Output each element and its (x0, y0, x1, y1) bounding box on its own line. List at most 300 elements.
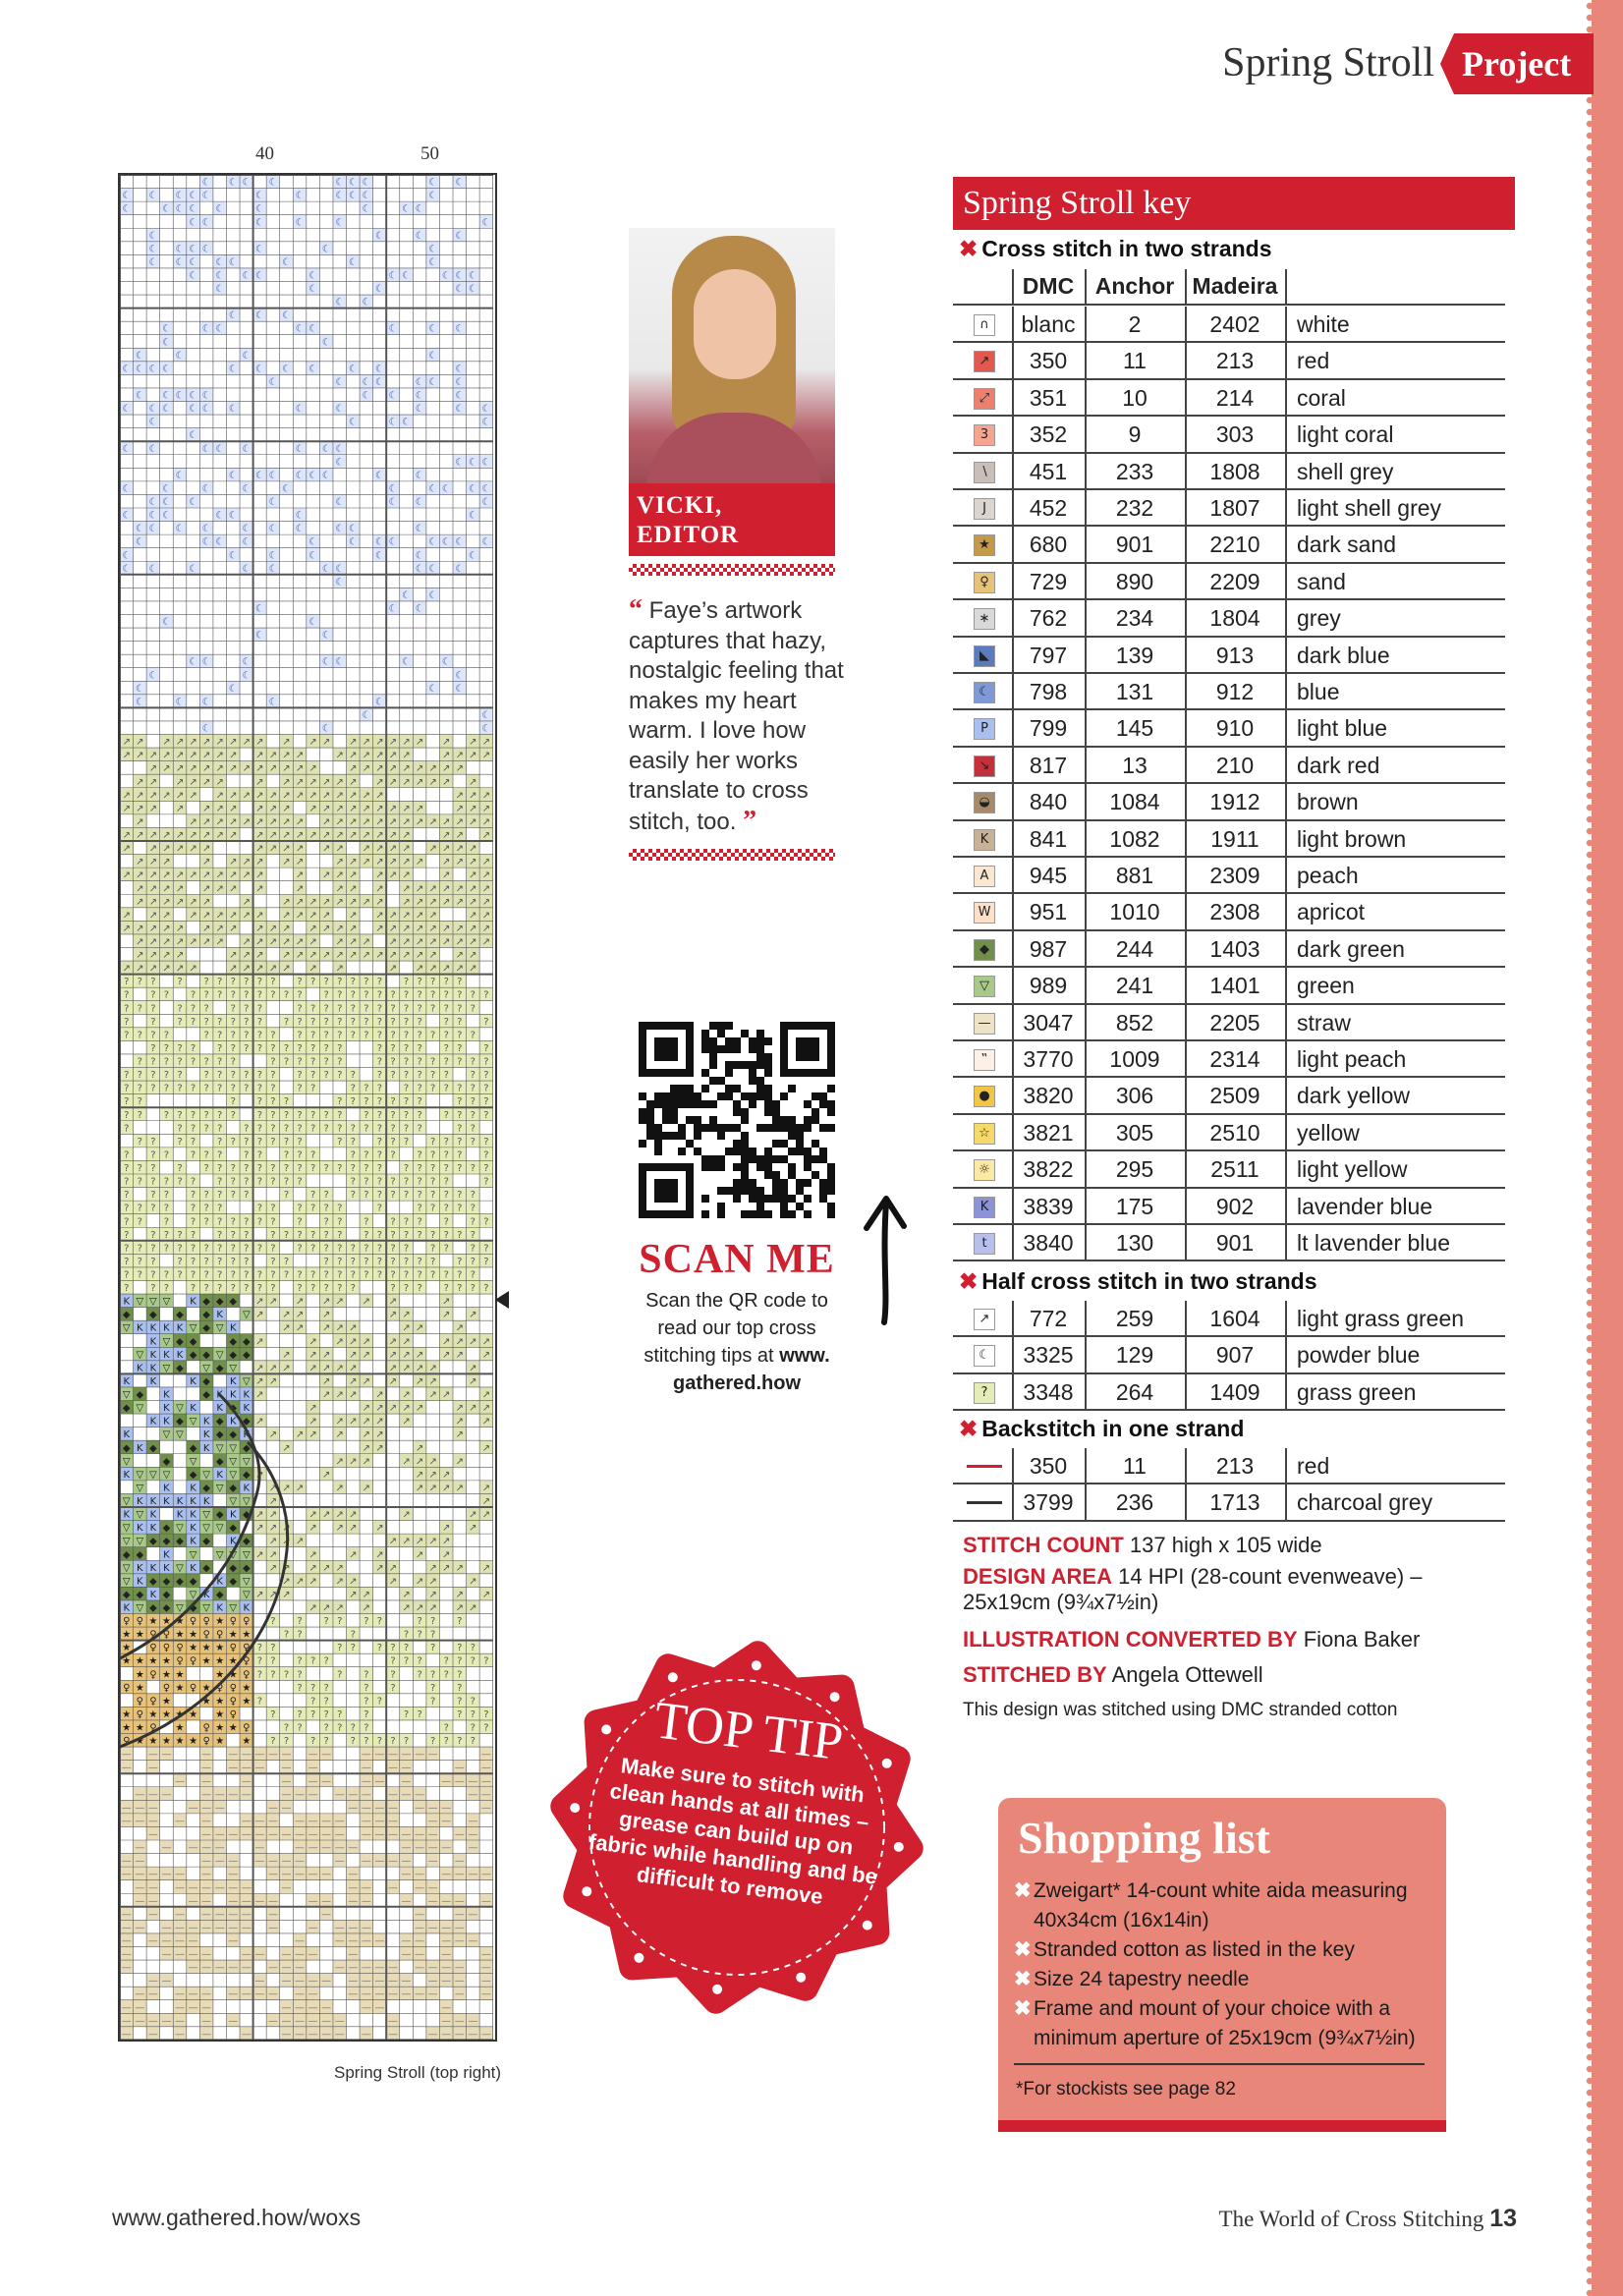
svg-text:↗: ↗ (388, 1310, 398, 1321)
svg-text:—: — (267, 1869, 278, 1880)
svg-text:↗: ↗ (189, 816, 197, 828)
svg-text:☾: ☾ (335, 191, 345, 202)
svg-text:?: ? (470, 1708, 476, 1720)
key-cell-name: straw (1297, 1009, 1351, 1036)
key-cell-dmc: 350 (1029, 1453, 1068, 1479)
svg-text:?: ? (470, 1643, 476, 1654)
svg-text:↗: ↗ (335, 1483, 344, 1494)
key-row (953, 858, 1505, 894)
svg-text:?: ? (403, 1056, 410, 1068)
svg-text:↗: ↗ (428, 963, 437, 975)
svg-text:↗: ↗ (268, 843, 278, 855)
svg-text:☾: ☾ (428, 177, 438, 189)
key-cell-anchor: 236 (1115, 1489, 1154, 1516)
svg-text:—: — (254, 1816, 265, 1827)
svg-text:—: — (441, 1842, 452, 1854)
svg-text:?: ? (403, 1016, 410, 1028)
svg-text:↗: ↗ (455, 923, 464, 934)
svg-text:?: ? (283, 1722, 290, 1734)
svg-text:?: ? (417, 1269, 422, 1281)
svg-text:◆: ◆ (176, 1310, 184, 1321)
svg-text:—: — (147, 1895, 158, 1907)
svg-text:◆: ◆ (215, 1589, 224, 1600)
svg-text:☾: ☾ (135, 536, 144, 548)
svg-text:♀: ♀ (202, 1736, 210, 1748)
svg-text:↗: ↗ (268, 1496, 278, 1508)
svg-text:?: ? (203, 1070, 209, 1082)
thread-symbol-icon: ◆ (974, 939, 995, 961)
svg-text:?: ? (283, 1136, 290, 1148)
svg-text:?: ? (283, 1229, 290, 1241)
svg-text:?: ? (457, 1030, 463, 1041)
svg-text:▽: ▽ (162, 1296, 171, 1308)
svg-text:◆: ◆ (149, 1576, 157, 1588)
svg-text:?: ? (376, 1696, 383, 1708)
svg-text:☾: ☾ (388, 390, 398, 402)
svg-text:☾: ☾ (374, 470, 384, 481)
svg-text:?: ? (137, 977, 142, 988)
svg-text:↗: ↗ (295, 816, 305, 828)
svg-text:—: — (334, 2029, 345, 2040)
svg-text:—: — (348, 1922, 359, 1933)
svg-text:K: K (163, 1403, 170, 1415)
svg-text:K: K (123, 1602, 131, 1614)
svg-text:—: — (468, 1909, 478, 1921)
svg-text:—: — (480, 1988, 491, 2000)
svg-text:◆: ◆ (189, 1469, 197, 1481)
svg-text:↗: ↗ (362, 737, 371, 749)
svg-text:—: — (241, 1895, 252, 1907)
svg-text:☾: ☾ (175, 191, 185, 202)
svg-text:↗: ↗ (442, 1536, 451, 1547)
svg-text:?: ? (457, 1256, 463, 1267)
svg-text:↗: ↗ (201, 830, 211, 842)
key-row (953, 894, 1505, 930)
svg-text:—: — (321, 1976, 332, 1988)
scan-url[interactable]: www. (779, 1345, 830, 1367)
svg-text:—: — (468, 1789, 478, 1801)
svg-text:▽: ▽ (136, 1349, 144, 1361)
svg-text:☾: ☾ (455, 177, 465, 189)
svg-text:↗: ↗ (442, 1483, 451, 1494)
key-cell-name: brown (1297, 789, 1359, 815)
svg-text:☾: ☾ (455, 404, 465, 416)
svg-text:☾: ☾ (254, 270, 264, 282)
svg-text:K: K (123, 1375, 131, 1387)
svg-text:?: ? (150, 1256, 156, 1267)
svg-text:—: — (135, 1802, 145, 1814)
svg-text:↗: ↗ (362, 790, 371, 802)
svg-text:☾: ☾ (388, 417, 398, 428)
svg-text:↗: ↗ (388, 950, 398, 962)
svg-text:☾: ☾ (254, 310, 264, 322)
svg-text:↗: ↗ (335, 923, 344, 934)
svg-text:—: — (361, 1763, 371, 1774)
svg-text:?: ? (403, 1042, 410, 1054)
svg-text:K: K (229, 1509, 237, 1521)
svg-text:↗: ↗ (428, 1389, 437, 1401)
key-cell-madeira: 2314 (1209, 1046, 1260, 1072)
svg-text:?: ? (430, 1736, 436, 1748)
svg-text:K: K (137, 1562, 143, 1574)
svg-text:↗: ↗ (295, 883, 305, 895)
svg-text:—: — (135, 2002, 145, 2014)
svg-text:↗: ↗ (375, 1429, 384, 1441)
svg-text:◆: ◆ (242, 1416, 251, 1428)
svg-text:↗: ↗ (428, 1363, 437, 1374)
svg-text:↗: ↗ (268, 1363, 278, 1374)
svg-text:↗: ↗ (335, 1602, 344, 1614)
svg-text:▽: ▽ (149, 1296, 157, 1308)
svg-text:◆: ◆ (229, 1296, 238, 1308)
svg-text:★: ★ (201, 1655, 211, 1667)
svg-text:☾: ☾ (295, 510, 305, 522)
svg-text:☾: ☾ (362, 390, 371, 402)
svg-text:↗: ↗ (175, 883, 185, 895)
key-row (953, 748, 1505, 784)
svg-text:?: ? (270, 1655, 276, 1667)
svg-text:—: — (281, 1962, 292, 1974)
svg-text:K: K (137, 1576, 143, 1588)
svg-text:☾: ☾ (161, 337, 171, 349)
svg-text:—: — (415, 1842, 425, 1854)
svg-text:↗: ↗ (442, 857, 451, 868)
svg-text:—: — (308, 1829, 318, 1841)
svg-text:—: — (228, 1749, 239, 1761)
svg-text:↗: ↗ (189, 830, 197, 842)
svg-text:☾: ☾ (335, 376, 345, 388)
svg-text:?: ? (323, 1722, 329, 1734)
svg-text:↗: ↗ (335, 816, 344, 828)
svg-text:↗: ↗ (428, 910, 437, 922)
svg-text:↗: ↗ (282, 763, 291, 775)
svg-text:K: K (190, 1375, 196, 1387)
svg-text:↗: ↗ (268, 1549, 278, 1561)
svg-text:☾: ☾ (135, 697, 144, 708)
svg-text:?: ? (457, 1669, 463, 1681)
svg-text:☾: ☾ (148, 510, 158, 522)
svg-text:↗: ↗ (255, 950, 264, 962)
svg-text:↗: ↗ (415, 1403, 424, 1415)
key-cell-name: sand (1297, 568, 1346, 594)
svg-text:?: ? (430, 977, 436, 988)
svg-text:☾: ☾ (428, 350, 438, 362)
svg-text:—: — (321, 1909, 332, 1921)
svg-text:↗: ↗ (469, 776, 477, 788)
svg-text:☾: ☾ (374, 376, 384, 388)
editor-label (629, 483, 835, 556)
svg-text:↗: ↗ (229, 750, 238, 761)
svg-text:K: K (137, 1322, 143, 1334)
svg-text:?: ? (163, 1070, 170, 1082)
key-cell-anchor: 130 (1115, 1230, 1154, 1256)
svg-text:?: ? (457, 1696, 463, 1708)
footer-url[interactable]: www.gathered.how/woxs (112, 2205, 362, 2230)
svg-text:☾: ☾ (455, 683, 465, 695)
svg-text:?: ? (309, 1203, 316, 1214)
svg-text:↗: ↗ (442, 1389, 451, 1401)
svg-text:K: K (229, 1389, 237, 1401)
svg-text:?: ? (403, 1123, 410, 1135)
svg-text:?: ? (124, 1070, 130, 1082)
svg-text:☾: ☾ (148, 244, 158, 255)
svg-text:—: — (401, 1895, 412, 1907)
svg-text:—: — (415, 1789, 425, 1801)
svg-text:?: ? (190, 1269, 196, 1281)
svg-text:☾: ☾ (441, 270, 451, 282)
svg-text:?: ? (417, 1203, 422, 1214)
svg-text:?: ? (470, 1655, 476, 1667)
svg-text:—: — (374, 1856, 385, 1868)
svg-text:?: ? (270, 1096, 276, 1108)
thread-symbol-icon: ● (974, 1086, 995, 1107)
svg-text:—: — (427, 1988, 438, 2000)
svg-text:?: ? (203, 1149, 209, 1161)
svg-text:—: — (401, 1789, 412, 1801)
thread-symbol-icon: ⤢ (974, 388, 995, 410)
svg-text:—: — (374, 1935, 385, 1947)
svg-text:↗: ↗ (162, 950, 171, 962)
svg-text:?: ? (483, 1216, 489, 1228)
svg-text:—: — (441, 1949, 452, 1961)
svg-text:—: — (161, 1789, 172, 1801)
svg-text:?: ? (364, 1016, 369, 1028)
svg-text:↗: ↗ (415, 963, 424, 975)
svg-text:?: ? (403, 1096, 410, 1108)
svg-text:—: — (214, 1882, 225, 1894)
key-cell-madeira: 2308 (1209, 899, 1260, 925)
svg-text:—: — (201, 1909, 212, 1921)
svg-text:?: ? (443, 1190, 449, 1202)
svg-text:◆: ◆ (202, 1562, 210, 1574)
svg-text:↗: ↗ (215, 936, 224, 948)
svg-text:—: — (441, 1816, 452, 1827)
svg-text:↗: ↗ (375, 843, 384, 855)
svg-text:?: ? (470, 1269, 476, 1281)
key-row (953, 1301, 1505, 1337)
svg-text:☾: ☾ (201, 390, 211, 402)
svg-text:—: — (415, 1909, 425, 1921)
svg-text:—: — (241, 1749, 252, 1761)
key-cell-anchor: 9 (1128, 421, 1142, 448)
svg-text:—: — (427, 1802, 438, 1814)
svg-text:☾: ☾ (321, 443, 331, 455)
svg-text:?: ? (256, 1176, 263, 1188)
svg-text:?: ? (177, 1042, 183, 1054)
svg-text:↗: ↗ (295, 1536, 305, 1547)
svg-text:—: — (480, 1775, 491, 1787)
divider (629, 849, 835, 861)
qr-code[interactable] (639, 1022, 835, 1218)
svg-text:↗: ↗ (349, 1322, 358, 1334)
svg-text:?: ? (283, 1163, 290, 1175)
svg-text:↗: ↗ (308, 776, 317, 788)
svg-text:—: — (121, 1962, 132, 1974)
svg-text:↗: ↗ (481, 1389, 491, 1401)
svg-text:▽: ▽ (136, 1509, 144, 1521)
svg-text:☾: ☾ (148, 256, 158, 268)
svg-text:—: — (281, 1775, 292, 1787)
svg-text:?: ? (283, 1109, 290, 1121)
svg-text:↗: ↗ (321, 1322, 331, 1334)
key-cell-anchor: 11 (1123, 1453, 1147, 1479)
svg-text:?: ? (177, 1083, 183, 1094)
svg-text:?: ? (283, 1096, 290, 1108)
svg-text:?: ? (163, 1203, 170, 1214)
key-cell-anchor: 2 (1128, 311, 1142, 337)
svg-text:?: ? (177, 1123, 183, 1135)
svg-text:?: ? (443, 1016, 449, 1028)
svg-text:↗: ↗ (136, 936, 144, 948)
svg-text:—: — (121, 1922, 132, 1933)
svg-text:◆: ◆ (149, 1536, 157, 1547)
svg-text:?: ? (430, 1256, 436, 1267)
svg-text:☾: ☾ (122, 563, 132, 575)
svg-text:☾: ☾ (468, 483, 477, 495)
svg-text:↗: ↗ (442, 776, 451, 788)
design-area-size: 25x19cm (9¾x7½in) (963, 1590, 1159, 1614)
svg-text:—: — (334, 1816, 345, 1827)
svg-text:—: — (135, 1922, 145, 1933)
key-cell-madeira: 2510 (1209, 1119, 1260, 1146)
svg-text:☾: ☾ (441, 483, 451, 495)
svg-text:☾: ☾ (468, 457, 477, 469)
svg-text:★: ★ (135, 1722, 144, 1734)
svg-text:?: ? (390, 989, 396, 1001)
svg-text:↗: ↗ (481, 857, 491, 868)
svg-text:▽: ▽ (176, 1602, 184, 1614)
svg-text:?: ? (337, 1056, 343, 1068)
svg-text:↗: ↗ (375, 923, 384, 934)
svg-text:?: ? (270, 1109, 276, 1121)
svg-text:↗: ↗ (442, 737, 451, 749)
section-title: Spring Stroll (1222, 40, 1434, 85)
svg-text:↗: ↗ (189, 737, 197, 749)
svg-text:?: ? (390, 1669, 396, 1681)
svg-text:↗: ↗ (469, 1310, 477, 1321)
svg-text:↗: ↗ (481, 1483, 491, 1494)
svg-text:↗: ↗ (375, 869, 384, 881)
svg-text:↗: ↗ (335, 936, 344, 948)
svg-text:—: — (188, 1922, 198, 1933)
svg-text:☾: ☾ (175, 244, 185, 255)
thread-note: This design was stitched using DMC stranded cotton (963, 1700, 1398, 1720)
svg-text:?: ? (390, 1096, 396, 1108)
svg-text:?: ? (217, 1042, 223, 1054)
svg-text:?: ? (297, 1083, 303, 1094)
svg-text:?: ? (483, 1163, 489, 1175)
svg-text:↗: ↗ (229, 910, 238, 922)
svg-text:↗: ↗ (375, 1562, 384, 1574)
svg-text:?: ? (177, 1070, 183, 1082)
svg-text:☾: ☾ (215, 536, 225, 548)
svg-text:K: K (163, 1562, 170, 1574)
svg-text:↗: ↗ (455, 803, 464, 814)
svg-text:☾: ☾ (481, 709, 491, 721)
svg-text:—: — (427, 1882, 438, 1894)
svg-text:?: ? (244, 1216, 250, 1228)
svg-text:↗: ↗ (162, 830, 171, 842)
svg-text:—: — (387, 2015, 398, 2027)
svg-text:☾: ☾ (455, 563, 465, 575)
key-cell-dmc: 729 (1029, 568, 1068, 594)
svg-text:?: ? (443, 1030, 449, 1041)
svg-text:—: — (295, 2015, 306, 2027)
svg-text:☾: ☾ (175, 524, 185, 535)
svg-text:↗: ↗ (442, 883, 451, 895)
svg-text:☾: ☾ (254, 203, 264, 215)
svg-text:↗: ↗ (162, 923, 171, 934)
svg-text:↗: ↗ (255, 1389, 264, 1401)
svg-text:?: ? (337, 1229, 343, 1241)
svg-text:↗: ↗ (442, 1562, 451, 1574)
svg-text:▽: ▽ (229, 1363, 238, 1374)
svg-text:?: ? (297, 1283, 303, 1295)
svg-text:—: — (267, 1829, 278, 1841)
svg-text:?: ? (270, 1083, 276, 1094)
svg-text:♀: ♀ (243, 1655, 251, 1667)
svg-text:↗: ↗ (481, 737, 491, 749)
svg-text:↗: ↗ (415, 1602, 424, 1614)
svg-text:?: ? (323, 1616, 329, 1628)
svg-text:☾: ☾ (135, 350, 144, 362)
svg-text:☾: ☾ (348, 417, 358, 428)
svg-text:?: ? (230, 1003, 236, 1015)
svg-text:☾: ☾ (215, 284, 225, 296)
svg-text:?: ? (376, 1056, 383, 1068)
svg-text:?: ? (256, 1070, 263, 1082)
svg-text:?: ? (390, 1070, 396, 1082)
list-item: ✖ Stranded cotton as listed in the key (1014, 1938, 1355, 1961)
svg-text:?: ? (390, 1030, 396, 1041)
svg-text:↗: ↗ (428, 1375, 437, 1387)
svg-text:▽: ▽ (215, 1442, 224, 1454)
svg-text:↗: ↗ (442, 896, 451, 908)
thread-symbol-icon: ☾ (974, 1345, 995, 1367)
svg-text:☾: ☾ (415, 390, 424, 402)
key-cell-dmc: 350 (1029, 348, 1068, 374)
svg-text:↗: ↗ (415, 923, 424, 934)
svg-text:—: — (348, 1869, 359, 1880)
svg-text:↗: ↗ (175, 869, 185, 881)
svg-text:—: — (161, 1935, 172, 1947)
svg-text:☾: ☾ (189, 497, 198, 509)
svg-text:?: ? (244, 1190, 250, 1202)
svg-text:?: ? (390, 1016, 396, 1028)
svg-text:↗: ↗ (308, 1602, 317, 1614)
svg-text:☾: ☾ (268, 697, 278, 708)
scan-url[interactable]: gathered.how (672, 1372, 801, 1394)
svg-text:?: ? (417, 1016, 422, 1028)
svg-text:K: K (137, 1363, 143, 1374)
svg-text:◆: ◆ (229, 1483, 238, 1494)
svg-text:↗: ↗ (455, 857, 464, 868)
svg-text:?: ? (443, 1269, 449, 1281)
svg-text:↗: ↗ (148, 869, 158, 881)
svg-text:?: ? (217, 1109, 223, 1121)
svg-text:☾: ☾ (335, 217, 345, 229)
svg-text:↗: ↗ (148, 750, 158, 761)
svg-text:★: ★ (161, 1669, 171, 1681)
svg-text:—: — (374, 1775, 385, 1787)
svg-text:?: ? (137, 1256, 142, 1267)
svg-text:?: ? (297, 989, 303, 1001)
svg-text:—: — (348, 1962, 359, 1974)
svg-text:↗: ↗ (308, 1509, 317, 1521)
svg-text:☾: ☾ (455, 230, 465, 242)
svg-text:?: ? (364, 1190, 369, 1202)
svg-text:?: ? (430, 989, 436, 1001)
